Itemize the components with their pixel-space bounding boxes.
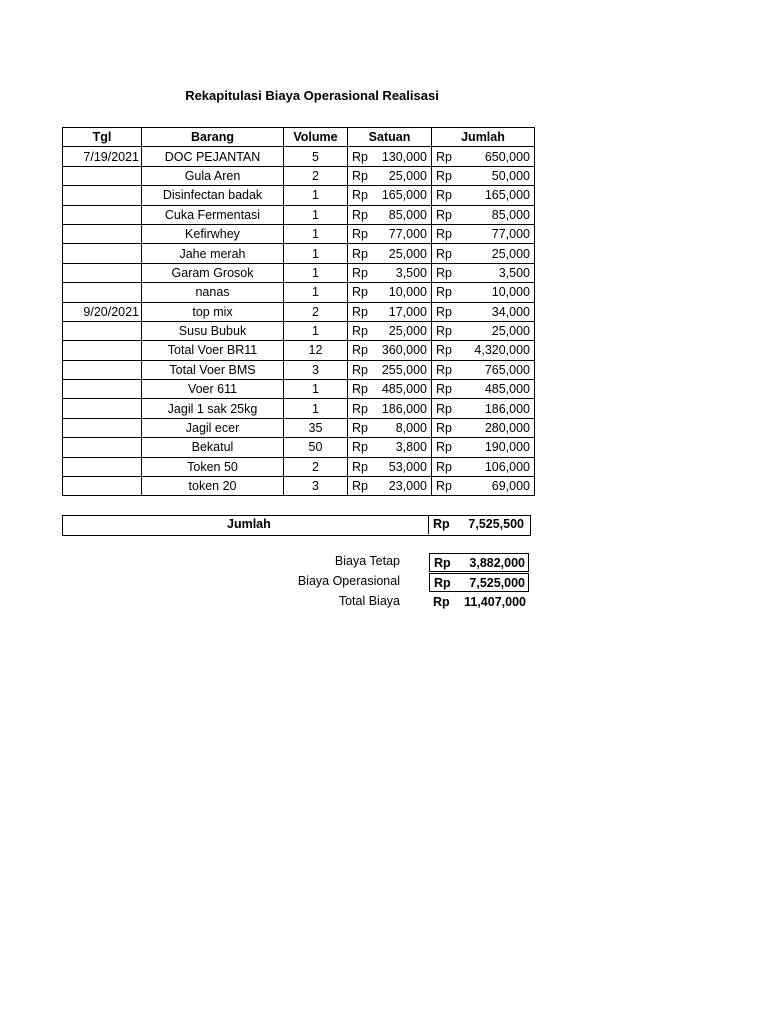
cell-jumlah [432, 166, 535, 185]
table-row [63, 341, 535, 360]
table-row [63, 263, 535, 282]
satuan-value: 17,000 [388, 304, 427, 319]
cell-satuan [348, 224, 432, 243]
satuan-value: 85,000 [388, 207, 427, 222]
cell-jumlah [432, 224, 535, 243]
cell-barang: Total Voer BR11 [142, 341, 284, 360]
cell-volume: 1 [284, 205, 348, 224]
summary-currency: Rp [434, 576, 451, 590]
table-row [63, 186, 535, 205]
jumlah-value: 186,000 [484, 401, 530, 416]
jumlah-value: 77,000 [491, 227, 530, 242]
satuan-currency: Rp [352, 149, 368, 164]
header-satuan: Satuan [348, 128, 432, 147]
jumlah-currency: Rp [436, 382, 452, 397]
cell-tgl [63, 263, 142, 282]
jumlah-currency: Rp [436, 459, 452, 474]
cell-tgl [63, 399, 142, 418]
cell-tgl [63, 186, 142, 205]
cell-volume: 1 [284, 321, 348, 340]
cell-tgl [63, 321, 142, 340]
jumlah-currency: Rp [436, 421, 452, 436]
satuan-value: 130,000 [381, 149, 427, 164]
table-row [63, 283, 535, 302]
cell-satuan [348, 477, 432, 496]
jumlah-value: 3,500 [498, 265, 530, 280]
table-row [63, 418, 535, 437]
cell-barang: nanas [142, 283, 284, 302]
summary-currency: Rp [434, 556, 451, 570]
cell-tgl [63, 341, 142, 360]
jumlah-value: 50,000 [491, 168, 530, 183]
total-row [62, 515, 531, 536]
cell-barang: Garam Grosok [142, 263, 284, 282]
satuan-value: 360,000 [381, 343, 427, 358]
summary-value: 3,882,000 [469, 556, 525, 570]
cell-volume: 50 [284, 438, 348, 457]
table-row [63, 457, 535, 476]
satuan-currency: Rp [352, 304, 368, 319]
cell-jumlah [432, 360, 535, 379]
cell-jumlah [432, 263, 535, 282]
header-barang: Barang [142, 128, 284, 147]
table-row [63, 224, 535, 243]
jumlah-currency: Rp [436, 207, 452, 222]
cell-barang: Total Voer BMS [142, 360, 284, 379]
jumlah-currency: Rp [436, 188, 452, 203]
cell-jumlah [432, 477, 535, 496]
jumlah-value: 485,000 [484, 382, 530, 397]
cell-tgl [63, 380, 142, 399]
jumlah-value: 34,000 [491, 304, 530, 319]
cell-barang: Token 50 [142, 457, 284, 476]
cell-barang: Voer 611 [142, 380, 284, 399]
satuan-value: 3,800 [395, 440, 427, 455]
cell-volume: 1 [284, 263, 348, 282]
jumlah-currency: Rp [436, 479, 452, 494]
cell-tgl: 9/20/2021 [63, 302, 142, 321]
cell-tgl [63, 283, 142, 302]
jumlah-currency: Rp [436, 324, 452, 339]
satuan-value: 8,000 [395, 421, 427, 436]
cell-jumlah [432, 457, 535, 476]
table-row [63, 438, 535, 457]
satuan-currency: Rp [352, 440, 368, 455]
cell-volume: 1 [284, 224, 348, 243]
jumlah-value: 106,000 [484, 459, 530, 474]
cell-jumlah [432, 186, 535, 205]
cell-satuan [348, 341, 432, 360]
cell-satuan [348, 186, 432, 205]
cell-jumlah [432, 147, 535, 166]
satuan-currency: Rp [352, 362, 368, 377]
cell-satuan [348, 166, 432, 185]
satuan-value: 25,000 [388, 168, 427, 183]
satuan-value: 3,500 [395, 265, 427, 280]
cell-satuan [348, 321, 432, 340]
summary-row [200, 593, 529, 612]
cell-volume: 3 [284, 360, 348, 379]
satuan-value: 255,000 [381, 362, 427, 377]
jumlah-value: 280,000 [484, 421, 530, 436]
satuan-value: 25,000 [388, 246, 427, 261]
summary-row [200, 573, 529, 592]
cell-tgl [63, 244, 142, 263]
cell-satuan [348, 302, 432, 321]
cell-volume: 1 [284, 283, 348, 302]
table-row [63, 360, 535, 379]
cell-satuan [348, 283, 432, 302]
summary-label: Biaya Operasional [297, 574, 400, 588]
cell-jumlah [432, 244, 535, 263]
total-value-cell [428, 515, 528, 534]
jumlah-value: 25,000 [491, 324, 530, 339]
cell-jumlah [432, 321, 535, 340]
cell-tgl [63, 418, 142, 437]
cell-barang: Gula Aren [142, 166, 284, 185]
satuan-currency: Rp [352, 343, 368, 358]
cell-satuan [348, 205, 432, 224]
table-header-row [63, 128, 535, 147]
jumlah-value: 4,320,000 [474, 343, 530, 358]
cell-barang: Jagil ecer [142, 418, 284, 437]
cell-volume: 5 [284, 147, 348, 166]
summary-value: 7,525,000 [469, 576, 525, 590]
jumlah-value: 765,000 [484, 362, 530, 377]
satuan-value: 165,000 [381, 188, 427, 203]
table-row [63, 166, 535, 185]
summary-value-cell [429, 553, 529, 572]
cell-tgl [63, 477, 142, 496]
cell-jumlah [432, 205, 535, 224]
cell-tgl [63, 166, 142, 185]
table-body [63, 147, 535, 496]
table-row [63, 205, 535, 224]
total-currency: Rp [433, 517, 450, 531]
cell-jumlah [432, 283, 535, 302]
cell-jumlah [432, 399, 535, 418]
cell-satuan [348, 380, 432, 399]
cell-barang: Bekatul [142, 438, 284, 457]
satuan-currency: Rp [352, 324, 368, 339]
jumlah-currency: Rp [436, 343, 452, 358]
cell-volume: 12 [284, 341, 348, 360]
cell-satuan [348, 399, 432, 418]
cell-jumlah [432, 341, 535, 360]
jumlah-currency: Rp [436, 401, 452, 416]
cell-tgl [63, 457, 142, 476]
cell-satuan [348, 263, 432, 282]
cell-barang: Susu Bubuk [142, 321, 284, 340]
summary-value-cell [429, 573, 529, 592]
satuan-currency: Rp [352, 207, 368, 222]
satuan-currency: Rp [352, 382, 368, 397]
table-row [63, 321, 535, 340]
jumlah-currency: Rp [436, 362, 452, 377]
satuan-currency: Rp [352, 285, 368, 300]
satuan-currency: Rp [352, 459, 368, 474]
summary-value-cell [429, 593, 529, 612]
jumlah-value: 190,000 [484, 440, 530, 455]
table-row [63, 399, 535, 418]
satuan-currency: Rp [352, 479, 368, 494]
satuan-value: 23,000 [388, 479, 427, 494]
summary-row [200, 553, 529, 572]
jumlah-value: 650,000 [484, 149, 530, 164]
satuan-currency: Rp [352, 227, 368, 242]
page-title: Rekapitulasi Biaya Operasional Realisasi [185, 88, 439, 103]
total-value: 7,525,500 [468, 517, 524, 531]
cell-volume: 1 [284, 399, 348, 418]
cell-volume: 2 [284, 166, 348, 185]
satuan-currency: Rp [352, 246, 368, 261]
cell-barang: Jahe merah [142, 244, 284, 263]
cell-volume: 1 [284, 244, 348, 263]
jumlah-currency: Rp [436, 227, 452, 242]
jumlah-value: 85,000 [491, 207, 530, 222]
cell-tgl: 7/19/2021 [63, 147, 142, 166]
cell-tgl [63, 205, 142, 224]
satuan-currency: Rp [352, 168, 368, 183]
cell-satuan [348, 457, 432, 476]
jumlah-currency: Rp [436, 285, 452, 300]
expense-table [62, 127, 535, 496]
cell-barang: top mix [142, 302, 284, 321]
cell-volume: 2 [284, 457, 348, 476]
jumlah-currency: Rp [436, 246, 452, 261]
summary-currency: Rp [433, 595, 450, 609]
cell-tgl [63, 360, 142, 379]
satuan-currency: Rp [352, 265, 368, 280]
satuan-currency: Rp [352, 188, 368, 203]
summary-value: 11,407,000 [464, 595, 526, 609]
cell-satuan [348, 438, 432, 457]
cell-barang: DOC PEJANTAN [142, 147, 284, 166]
jumlah-currency: Rp [436, 265, 452, 280]
satuan-value: 485,000 [381, 382, 427, 397]
cell-volume: 1 [284, 186, 348, 205]
jumlah-currency: Rp [436, 440, 452, 455]
table-row [63, 302, 535, 321]
cell-barang: token 20 [142, 477, 284, 496]
cell-barang: Disinfectan badak [142, 186, 284, 205]
cell-jumlah [432, 418, 535, 437]
table-row [63, 244, 535, 263]
jumlah-currency: Rp [436, 149, 452, 164]
cell-barang: Jagil 1 sak 25kg [142, 399, 284, 418]
cell-tgl [63, 224, 142, 243]
summary-label: Biaya Tetap [334, 554, 400, 568]
satuan-value: 77,000 [388, 227, 427, 242]
table-row [63, 147, 535, 166]
cell-jumlah [432, 302, 535, 321]
jumlah-value: 10,000 [491, 285, 530, 300]
cell-satuan [348, 360, 432, 379]
satuan-value: 10,000 [388, 285, 427, 300]
cell-barang: Cuka Fermentasi [142, 205, 284, 224]
cell-jumlah [432, 380, 535, 399]
cell-volume: 1 [284, 380, 348, 399]
jumlah-value: 25,000 [491, 246, 530, 261]
satuan-value: 25,000 [388, 324, 427, 339]
satuan-value: 186,000 [381, 401, 427, 416]
summary-label: Total Biaya [338, 594, 400, 608]
satuan-value: 53,000 [388, 459, 427, 474]
jumlah-currency: Rp [436, 304, 452, 319]
cell-volume: 2 [284, 302, 348, 321]
satuan-currency: Rp [352, 421, 368, 436]
cell-satuan [348, 244, 432, 263]
cell-barang: Kefirwhey [142, 224, 284, 243]
cell-tgl [63, 438, 142, 457]
cell-jumlah [432, 438, 535, 457]
jumlah-currency: Rp [436, 168, 452, 183]
header-tgl: Tgl [63, 128, 142, 147]
header-jumlah: Jumlah [432, 128, 535, 147]
table-row [63, 380, 535, 399]
jumlah-value: 69,000 [491, 479, 530, 494]
satuan-currency: Rp [352, 401, 368, 416]
header-volume: Volume [284, 128, 348, 147]
jumlah-value: 165,000 [484, 188, 530, 203]
cell-volume: 35 [284, 418, 348, 437]
cell-satuan [348, 147, 432, 166]
table-row [63, 477, 535, 496]
total-label: Jumlah [227, 517, 271, 531]
cell-satuan [348, 418, 432, 437]
cell-volume: 3 [284, 477, 348, 496]
